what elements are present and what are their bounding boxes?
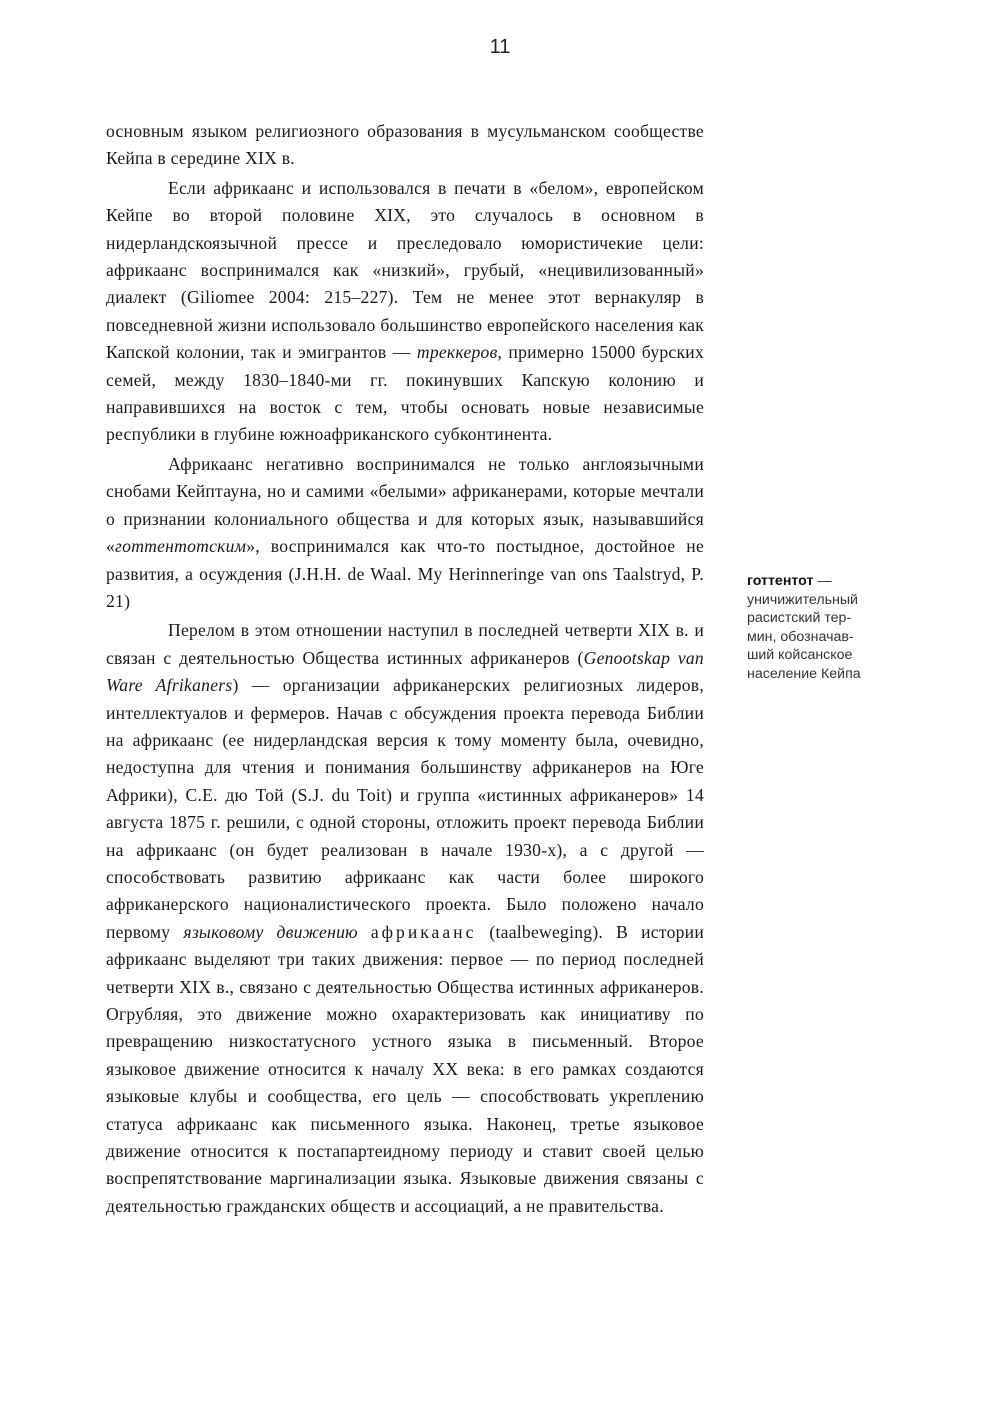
margin-note-line-1: уничижительный (747, 591, 858, 608)
margin-note-term: готтентот (747, 573, 814, 589)
margin-note-line-3: мин, обозначав- (747, 628, 854, 645)
paragraph-2 (106, 175, 704, 449)
paragraph-4-text-a: Перелом в этом отношении наступил в последней четверти XIX в. и связан с деятельностью Общества истинных африканеров ( (106, 620, 704, 668)
margin-note-first-line (747, 572, 897, 591)
paragraph-3 (106, 451, 704, 615)
paragraph-4-emphasis-1: Genootskap van Ware Afrikaners (106, 647, 704, 696)
margin-note-line-4: ший койсанское (747, 647, 853, 664)
paragraph-2-text-b: , примерно 15000 бурских семей, между 1830–1840-ми гг. покинувших Капскую колонию и направившихся на восток с тем, чтобы основать новые независимые республики в глубине южноафриканского субконтинента. (106, 342, 705, 445)
body-text (106, 118, 704, 1222)
page-number: 11 (489, 36, 511, 58)
paragraph-4 (106, 617, 704, 1220)
margin-note-dash: — (813, 573, 832, 589)
paragraph-4-spaced-word: африкаанс (370, 921, 477, 942)
paragraph-4-emphasis-2: языковому движению (183, 921, 358, 942)
paragraph-3-text-b: », воспринимался как что-то постыдное, достойное не развития, а осуждения (J.H.H. de Waal. My Herinneringe van ons Taalstryd, P. 21) (106, 536, 704, 611)
margin-note-line-2: расистский тер- (747, 610, 852, 627)
paragraph-1 (106, 118, 704, 173)
paragraph-2-emphasis: треккеров (416, 342, 498, 363)
paragraph-2-text-a: Если африкаанс и использовался в печати в «белом», европейском Кейпе во второй половине XIX, это случалось в основном в нидерландскоязычной прессе и преследовало юмористичекие цели: африкаанс воспринимался как «низкий», грубый, «нецивилизованный» диалект (Giliomee 2004: 215–227). Тем не менее этот вернакуляр в повседневной жизни использовало большинство европейского населения как Капской колонии, так и эмигрантов — (106, 177, 704, 363)
paragraph-3-text-a: Африкаанс негативно воспринимался не только англоязычными снобами Кейптауна, но и самими «белыми» африканерами, которые мечтали о признании колониального общества и для которых язык, называвшийся « (106, 453, 704, 557)
margin-note (747, 572, 897, 684)
paragraph-1-text: основным языком религиозного образования в мусульманском сообществе Кейпа в середине XIX в. (106, 121, 704, 169)
paragraph-3-emphasis: готтентотским (115, 536, 247, 557)
margin-note-line-5: население Кейпа (747, 665, 861, 682)
paragraph-4-text-b: ) — организации африканерских религиозных лидеров, интеллектуалов и фермеров. Начав с обсуждения проекта перевода Библии на африкаанс (ее нидерландская версия к тому моменту была, очевидно, недоступна для чтения и понимания большинству африканеров на Юге Африки), С.Е. дю Той (S.J. du Toit) и группа «истинных африканеров» 14 августа 1875 г. решили, с одной стороны, отложить проект перевода Библии на африкаанс (он будет реализован в начале 1930-х), а с другой — способствовать развитию африкаанс как части более широкого африканерского националистического проекта. Было положено начало первому (106, 675, 705, 942)
paragraph-4-text-c: (taalbeweging). В истории африкаанс выделяют три таких движения: первое — по период последней четверти XIX в., связано с деятельностью Общества истинных африканеров. Огрубляя, это движение можно охарактеризовать как инициативу по превращению низкостатусного устного языка в письменный. Второе языковое движение относится к началу XX века: в его рамках создаются языковые клубы и сообщества, его цель — способствовать укреплению статуса африкаанс как письменного языка. Наконец, третье языковое движение относится к постапартеидному периоду и ставит своей целью воспрепятствование маргинализации языка. Языковые движения связаны с деятельностью гражданских обществ и ассоциаций, а не правительства. (106, 921, 704, 1216)
